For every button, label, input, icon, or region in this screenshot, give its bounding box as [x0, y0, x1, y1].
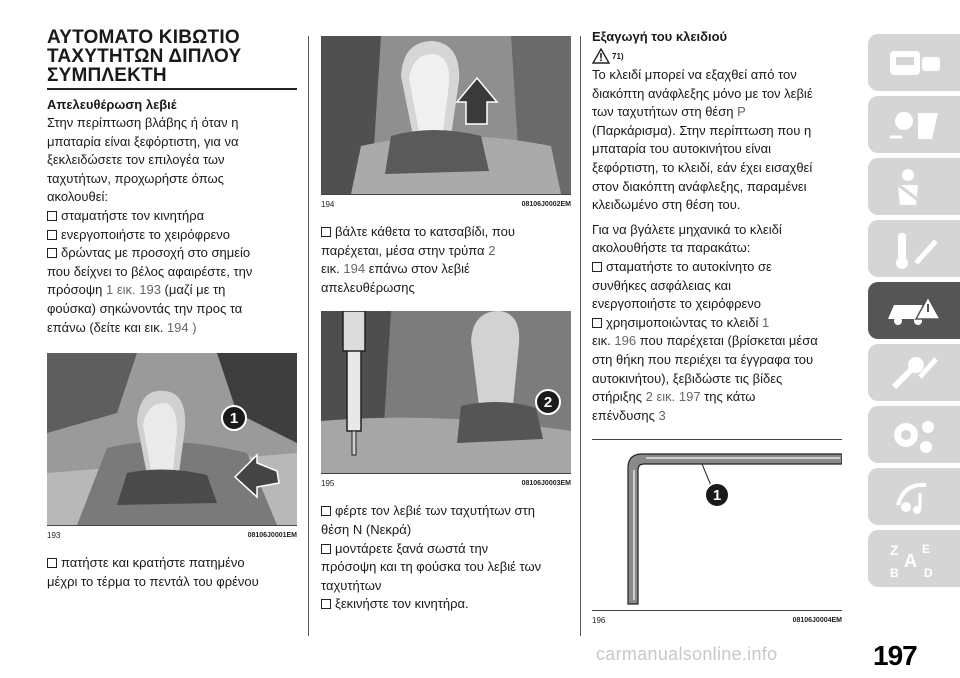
emergency-car-icon: [884, 289, 944, 333]
checkbox-icon: [592, 262, 602, 272]
text-line: μπαταρία είναι ξεφόρτιστη, για να: [47, 133, 239, 149]
step-text: θέση N (Νεκρά): [321, 521, 412, 537]
figure-ref: 3: [654, 407, 666, 423]
step-item: [47, 207, 297, 226]
figure-194: [321, 36, 571, 194]
text-line: διακόπτη ανάφλεξης μόνο με τον λεβιέ: [592, 85, 813, 101]
step-text: συνθήκες ασφάλειας και: [592, 277, 732, 293]
step-text: πρόσοψη: [47, 282, 103, 298]
figure-193: [47, 353, 297, 525]
figure-caption: [321, 199, 571, 211]
text-line: ξεφόρτιστη, το κλειδί, εάν έχει εισαχθεί: [592, 159, 813, 175]
figure-ref: 194: [339, 261, 366, 277]
figure-ref: 2: [484, 242, 496, 258]
driving-key-icon: [884, 227, 944, 271]
intro-paragraph: [47, 114, 297, 207]
step-text: επάνω στον λεβιέ: [365, 261, 470, 277]
allen-key-illustration-icon: [592, 440, 842, 610]
title-rule: [47, 88, 297, 90]
figure-number: 195: [321, 479, 335, 489]
step-text: βάλτε κάθετα το κατσαβίδι, που: [335, 224, 515, 239]
checkbox-icon: [321, 227, 331, 237]
tab-dashboard[interactable]: [868, 34, 960, 91]
figure-caption: [47, 530, 297, 542]
text-line: στον διακόπτη ανάφλεξης, παραμένει: [592, 178, 807, 194]
step-text: στήριξης: [592, 389, 642, 405]
svg-text:D: D: [924, 565, 933, 580]
warning-reference: [592, 46, 842, 66]
screwdriver-illustration-icon: [321, 311, 571, 473]
checkbox-icon: [321, 544, 331, 554]
figure-ref: P: [733, 104, 746, 120]
page-number: 197: [873, 640, 917, 671]
index-az-icon: [884, 537, 944, 581]
figure-196: [592, 440, 842, 610]
column-3: [592, 28, 842, 627]
checkbox-icon: [47, 558, 57, 568]
text-line: ακολουθεί:: [47, 189, 109, 205]
step-text: παρέχεται, μέσα στην τρύπα: [321, 242, 485, 258]
watermark: carmanualsonline.info: [596, 644, 778, 664]
figure-number: 193: [47, 531, 61, 541]
text-line: ξεκλειδώσετε τον επιλογέα των: [47, 152, 225, 168]
svg-text:A: A: [904, 550, 917, 571]
text-line: ακολουθήστε τα παρακάτω:: [592, 240, 751, 256]
checkbox-icon: [47, 230, 57, 240]
title-line-3: ΣΥΜΠΛΕΚΤΗ: [47, 65, 167, 86]
warning-triangle-icon: [592, 48, 610, 64]
figure-rule: [321, 473, 571, 474]
step-text: επάνω (δείτε και εικ.: [47, 319, 164, 335]
text-line: ταχυτήτων, προχωρήστε όπως: [47, 170, 224, 186]
step-text: σταματήστε το αυτοκίνητο σε: [606, 258, 772, 274]
step-text: ξεκινήστε τον κινητήρα.: [335, 596, 469, 612]
step-text: εικ.: [321, 261, 340, 277]
column-2: [321, 36, 571, 614]
step-text: στη θήκη που περιέχει τα έγγραφα του: [592, 351, 814, 367]
figure-ref: 1 εικ. 193: [105, 282, 161, 298]
tab-driving[interactable]: [868, 220, 960, 277]
section-title: [47, 28, 297, 85]
checkbox-icon: [47, 211, 57, 221]
specs-gear-icon: [884, 413, 944, 457]
figure-ref: 196: [610, 333, 637, 349]
svg-text:E: E: [922, 541, 931, 556]
step-text: αυτοκινήτου), ξεβιδώστε τις βίδες: [592, 370, 783, 386]
step-text: πρόσοψη και τη φούσκα του λεβιέ των: [321, 559, 542, 575]
text-line: (Παρκάρισμα). Στην περίπτωση που η: [592, 122, 812, 138]
column-divider-1: [308, 36, 309, 636]
step-text: ενεργοποιήστε το χειρόφρενο: [592, 296, 762, 312]
figure-ref: 1: [758, 314, 770, 330]
figure-number: 194: [321, 200, 335, 209]
column-divider-2: [580, 36, 581, 636]
step-item: [321, 595, 571, 614]
callout-1: 1: [221, 405, 247, 431]
figure-code: 08106J0001EM: [247, 532, 297, 540]
callout-2: 2: [535, 389, 561, 415]
step-text: μέχρι το τέρμα το πεντάλ του φρένου: [47, 573, 259, 589]
figure-ref: 2 εικ. 197: [642, 389, 701, 405]
figure-ref: 194 ): [163, 319, 197, 335]
warning-ref-number: 71): [612, 51, 624, 61]
step-text: μοντάρετε ξανά σωστά την: [335, 540, 489, 556]
text-line: μπαταρία του αυτοκινήτου είναι: [592, 141, 771, 157]
title-line-1: ΑΥΤΟΜΑΤΟ ΚΙΒΩΤΙΟ: [47, 27, 240, 48]
text-line: των ταχυτήτων στη θέση: [592, 104, 734, 120]
tab-maintenance[interactable]: [868, 344, 960, 401]
figure-caption: [592, 615, 842, 627]
figure-code: 08106J0003EM: [521, 480, 571, 488]
multimedia-icon: [884, 475, 944, 519]
figure-code: 08106J0004EM: [792, 617, 842, 625]
gear-lever-illustration-icon: [47, 353, 297, 525]
figure-code: 08106J0002EM: [521, 201, 571, 208]
step-text: επένδυσης: [592, 407, 655, 423]
seat-belt-icon: [884, 165, 944, 209]
text-line: Για να βγάλετε μηχανικά το κλειδί: [592, 221, 782, 237]
key-paragraph-1: [592, 66, 842, 215]
tab-safety[interactable]: [868, 158, 960, 215]
figure-rule: [321, 194, 571, 195]
title-line-2: ΤΑΧΥΤΗΤΩΝ ΔΙΠΛΟΥ: [47, 46, 242, 67]
step-item: [592, 314, 842, 426]
step-text: ταχυτήτων: [321, 577, 382, 593]
step-text: δρώντας με προσοχή στο σημείο: [61, 245, 251, 261]
callout-1: 1: [704, 482, 730, 508]
step-item: [592, 258, 842, 314]
tab-multimedia[interactable]: [868, 468, 960, 525]
tab-index[interactable]: [868, 530, 960, 587]
figure-rule: [47, 525, 297, 526]
figure-rule: [592, 610, 842, 611]
step-text: της κάτω: [700, 389, 756, 405]
lever-release-heading: Απελευθέρωση λεβιέ: [47, 97, 177, 112]
checkbox-icon: [321, 506, 331, 516]
step-item: [321, 502, 571, 539]
figure-number: 196: [592, 616, 606, 626]
figure-caption: [321, 478, 571, 490]
step-text: σταματήστε τον κινητήρα: [61, 207, 205, 223]
text-line: κλειδωμένο στη θέση του.: [592, 197, 741, 213]
step-text: (μαζί με τη: [160, 282, 226, 298]
gear-lever-lifted-illustration-icon: [321, 36, 571, 194]
text-line: Το κλειδί μπορεί να εξαχθεί από τον: [592, 67, 797, 82]
checkbox-icon: [321, 599, 331, 609]
step-text: χρησιμοποιώντας το κλειδί: [606, 314, 759, 330]
figure-195: [321, 311, 571, 473]
maintenance-wrench-icon: [884, 351, 944, 395]
step-text: απελευθέρωσης: [321, 279, 415, 295]
step-text: φούσκα) σηκώνοντάς την προς τα: [47, 300, 243, 316]
step-text: που δείχνει το βέλος αφαιρέστε, την: [47, 263, 253, 279]
tab-warning-lights[interactable]: [868, 96, 960, 153]
tab-specs[interactable]: [868, 406, 960, 463]
step-item: [47, 226, 297, 245]
step-text: που παρέχεται (βρίσκεται μέσα: [636, 333, 818, 349]
tab-emergency[interactable]: [868, 282, 960, 339]
key-paragraph-2: [592, 221, 842, 258]
checkbox-icon: [592, 318, 602, 328]
step-text: ενεργοποιήστε το χειρόφρενο: [61, 226, 231, 242]
step-text: φέρτε τον λεβιέ των ταχυτήτων στη: [335, 503, 535, 519]
text-line: Στην περίπτωση βλάβης ή όταν η: [47, 115, 239, 130]
warning-lights-icon: [884, 103, 944, 147]
column-1: [47, 28, 297, 591]
car-dashboard-icon: [884, 41, 944, 85]
key-extraction-heading: Εξαγωγή του κλειδιού: [592, 29, 728, 44]
step-item: [321, 223, 571, 297]
checkbox-icon: [47, 248, 57, 258]
step-item: [321, 540, 571, 596]
step-text: εικ.: [592, 333, 611, 349]
svg-text:B: B: [890, 565, 899, 580]
step-item: [47, 244, 297, 337]
svg-text:Z: Z: [890, 541, 899, 558]
step-text: πατήστε και κρατήστε πατημένο: [61, 555, 245, 571]
step-item: [47, 554, 297, 591]
